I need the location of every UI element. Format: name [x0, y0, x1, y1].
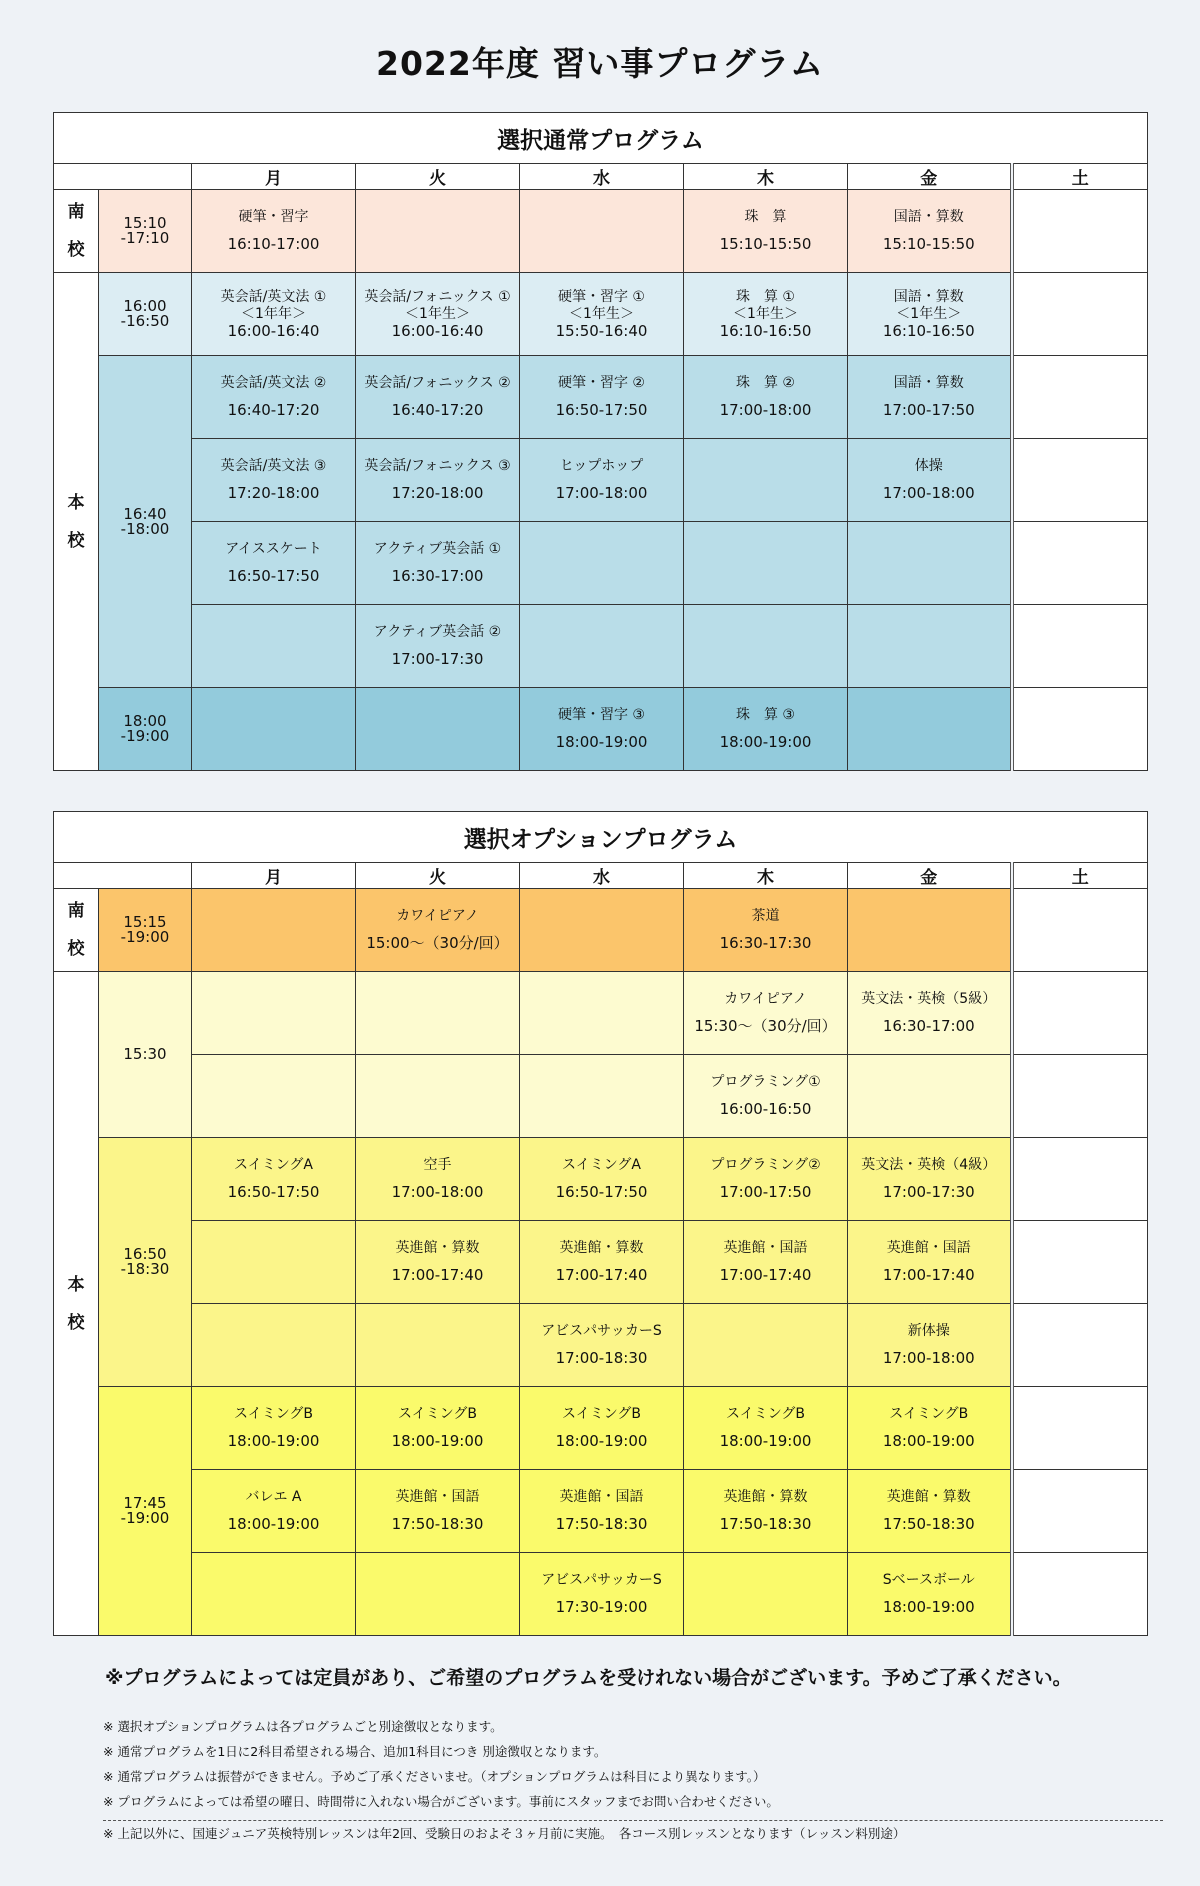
program-cell	[192, 1387, 356, 1470]
program-name: 英進館・算数	[886, 1489, 971, 1505]
program-cell	[848, 522, 1012, 605]
campus-label	[54, 190, 99, 273]
program-cell	[192, 273, 356, 356]
time-line: 15:10	[123, 214, 167, 232]
program-time: 16:30-17:00	[882, 1017, 975, 1035]
program-time: 16:40-17:20	[227, 401, 320, 419]
program-cell	[684, 1138, 848, 1221]
header-blank	[54, 164, 192, 190]
program-time: 16:10-17:00	[227, 235, 320, 253]
program-time: 17:50-18:30	[719, 1515, 812, 1533]
regular-block1-row	[54, 273, 1148, 356]
program-name: アビスパサッカーS	[541, 1572, 662, 1588]
program-grade: ＜1年生＞	[896, 305, 962, 322]
option-block1-row	[54, 972, 1148, 1055]
saturday-cell	[1012, 522, 1148, 605]
program-cell	[356, 605, 520, 688]
program-cell	[848, 688, 1012, 771]
campus-char: 南	[67, 202, 85, 222]
program-cell	[192, 522, 356, 605]
time-slot	[99, 1387, 192, 1636]
time-slot	[99, 889, 192, 972]
time-slot	[99, 1138, 192, 1387]
time-line: -19:00	[120, 727, 170, 745]
program-name: ヒップホップ	[559, 458, 644, 474]
program-time: 17:20-18:00	[391, 484, 484, 502]
program-time: 17:00-17:40	[555, 1266, 648, 1284]
program-time: 16:00-16:40	[227, 321, 320, 340]
program-cell	[356, 1138, 520, 1221]
program-time: 15:30～（30分/回）	[694, 1017, 837, 1035]
program-cell	[848, 273, 1012, 356]
program-cell	[848, 1387, 1012, 1470]
program-cell	[684, 1055, 848, 1138]
program-cell	[520, 190, 684, 273]
campus-char: 校	[67, 1312, 85, 1333]
program-name: 英会話/フォニックス ③	[364, 458, 511, 474]
time-line: 17:45	[123, 1494, 167, 1512]
program-cell	[848, 1221, 1012, 1304]
campus-label	[54, 889, 99, 972]
program-name: カワイピアノ	[396, 908, 479, 924]
day-header: 土	[1012, 164, 1148, 190]
program-grade: ＜1年生＞	[733, 305, 798, 322]
program-name: 英会話/英文法 ①	[220, 288, 327, 305]
program-cell	[520, 1055, 684, 1138]
time-line: 16:50	[123, 1245, 167, 1263]
program-cell	[684, 889, 848, 972]
program-time: 16:50-17:50	[227, 1183, 320, 1201]
saturday-cell	[1012, 1055, 1148, 1138]
program-cell	[520, 439, 684, 522]
time-line: -19:00	[120, 928, 170, 946]
program-name: バレエ A	[245, 1489, 302, 1505]
time-line: 16:40	[123, 504, 167, 523]
program-time: 17:00-18:30	[555, 1349, 648, 1367]
program-cell	[848, 972, 1012, 1055]
program-time: 17:50-18:30	[555, 1515, 648, 1533]
program-name: プログラミング①	[710, 1074, 821, 1090]
program-cell	[684, 605, 848, 688]
saturday-cell	[1012, 889, 1148, 972]
program-name: 空手	[423, 1157, 452, 1173]
program-time: 16:50-17:50	[227, 567, 320, 585]
program-cell	[192, 1553, 356, 1636]
saturday-cell	[1012, 1304, 1148, 1387]
program-time: 17:50-18:30	[391, 1515, 484, 1533]
program-name: 英進館・算数	[723, 1489, 808, 1505]
program-cell	[192, 605, 356, 688]
program-time: 17:00-18:00	[719, 401, 812, 419]
saturday-cell	[1012, 356, 1148, 439]
program-cell	[684, 1304, 848, 1387]
program-cell	[848, 1553, 1012, 1636]
regular-program-table	[53, 112, 1148, 771]
program-name: スイミングB	[397, 1406, 478, 1422]
saturday-cell	[1012, 273, 1148, 356]
program-name: 珠 算 ①	[735, 288, 795, 305]
program-time: 17:30-19:00	[555, 1598, 648, 1616]
program-name: スイミングB	[725, 1406, 806, 1422]
day-header: 月	[192, 164, 356, 190]
program-cell	[356, 1387, 520, 1470]
time-line: -18:30	[120, 1260, 170, 1278]
program-cell	[192, 1221, 356, 1304]
program-time: 16:50-17:50	[555, 401, 648, 419]
program-cell	[356, 1470, 520, 1553]
program-name: 英進館・国語	[886, 1240, 971, 1256]
time-line: -18:00	[120, 519, 170, 538]
program-grade: ＜1年年＞	[241, 305, 306, 322]
program-name: 珠 算 ③	[735, 707, 795, 723]
program-cell	[192, 1138, 356, 1221]
program-cell	[192, 356, 356, 439]
program-cell	[520, 1553, 684, 1636]
program-cell	[520, 1304, 684, 1387]
note-item: ※ 選択オプションプログラムは各プログラムごと別途徴収となります。	[103, 1719, 503, 1734]
regular-block2-row	[54, 439, 1148, 522]
program-time: 16:00-16:50	[719, 1100, 812, 1118]
program-name: 茶道	[751, 908, 780, 924]
program-cell	[848, 1470, 1012, 1553]
program-cell	[684, 1387, 848, 1470]
program-cell	[356, 889, 520, 972]
program-cell	[848, 889, 1012, 972]
saturday-cell	[1012, 1553, 1148, 1636]
program-name: スイミングA	[233, 1157, 314, 1173]
program-cell	[848, 356, 1012, 439]
program-time: 17:00-17:40	[391, 1266, 484, 1284]
program-cell	[684, 688, 848, 771]
program-name: 国語・算数	[893, 375, 964, 391]
program-name: 体操	[914, 458, 943, 474]
program-cell	[684, 522, 848, 605]
program-name: スイミングB	[889, 1406, 969, 1422]
note-item: ※ 通常プログラムは振替ができません。予めご了承くださいませ。（オプションプログラムは科目により異なります。）	[103, 1769, 766, 1784]
program-time: 18:00-19:00	[555, 1432, 648, 1450]
program-time: 17:00-17:50	[882, 401, 975, 419]
program-name: 硬筆・習字 ②	[557, 375, 645, 391]
saturday-cell	[1012, 1221, 1148, 1304]
time-slot	[99, 688, 192, 771]
program-name: 硬筆・習字 ③	[557, 707, 645, 723]
program-cell	[520, 688, 684, 771]
option-section-title: 選択オプションプログラム	[54, 812, 1148, 863]
program-name: 英会話/フォニックス ②	[364, 375, 511, 391]
program-name: 国語・算数	[893, 288, 964, 305]
program-cell	[192, 190, 356, 273]
program-cell	[356, 1221, 520, 1304]
program-cell	[848, 439, 1012, 522]
program-cell	[848, 605, 1012, 688]
program-cell	[684, 1470, 848, 1553]
program-time: 17:00-18:00	[555, 484, 648, 502]
time-line: -19:00	[120, 1509, 170, 1527]
saturday-cell	[1012, 1387, 1148, 1470]
option-block3-row	[54, 1470, 1148, 1553]
program-name: 英進館・国語	[559, 1489, 644, 1505]
day-header: 水	[520, 863, 684, 889]
program-cell	[684, 356, 848, 439]
program-cell	[356, 972, 520, 1055]
program-cell	[356, 1553, 520, 1636]
program-cell	[192, 972, 356, 1055]
program-time: 18:00-19:00	[719, 1432, 812, 1450]
option-block2-row	[54, 1221, 1148, 1304]
program-cell	[192, 688, 356, 771]
program-time: 17:00-17:40	[719, 1266, 812, 1284]
program-time: 18:00-19:00	[719, 733, 812, 751]
day-header: 水	[520, 164, 684, 190]
program-cell	[520, 522, 684, 605]
time-slot	[99, 273, 192, 356]
program-name: スイミングB	[561, 1406, 642, 1422]
day-header: 金	[848, 164, 1012, 190]
saturday-cell	[1012, 439, 1148, 522]
program-cell	[356, 1055, 520, 1138]
program-cell	[848, 1055, 1012, 1138]
option-south-row	[54, 889, 1148, 972]
day-header: 月	[192, 863, 356, 889]
campus-char: 校	[67, 240, 85, 260]
program-name: 英会話/フォニックス ①	[364, 288, 511, 305]
day-header: 土	[1012, 863, 1148, 889]
program-cell	[356, 356, 520, 439]
option-block3-row	[54, 1387, 1148, 1470]
option-block1-row	[54, 1055, 1148, 1138]
program-cell	[356, 273, 520, 356]
program-time: 18:00-19:00	[227, 1515, 320, 1533]
day-header-row	[54, 863, 1148, 889]
program-name: アクティブ英会話 ②	[373, 624, 502, 640]
program-time: 16:40-17:20	[391, 401, 484, 419]
saturday-cell	[1012, 1138, 1148, 1221]
program-cell	[684, 1553, 848, 1636]
program-time: 16:30-17:00	[391, 567, 484, 585]
time-line: -17:10	[120, 229, 170, 247]
option-block3-row	[54, 1553, 1148, 1636]
program-time: 17:00-18:00	[882, 1349, 975, 1367]
regular-block2-row	[54, 356, 1148, 439]
day-header-row	[54, 164, 1148, 190]
page-title: 2022年度 習い事プログラム	[375, 44, 824, 83]
saturday-cell	[1012, 1470, 1148, 1553]
program-cell	[848, 190, 1012, 273]
program-cell	[192, 439, 356, 522]
program-time: 16:30-17:30	[719, 934, 812, 952]
notes-list	[103, 1714, 1163, 1845]
program-time: 15:10-15:50	[719, 235, 812, 253]
program-time: 17:00-17:40	[882, 1266, 975, 1284]
program-time: 15:00～（30分/回）	[366, 934, 509, 952]
program-time: 17:20-18:00	[227, 484, 320, 502]
program-time: 17:50-18:30	[882, 1515, 975, 1533]
program-cell	[684, 439, 848, 522]
program-name: スイミングB	[233, 1406, 314, 1422]
program-name: 英会話/英文法 ③	[220, 458, 327, 474]
regular-section-title: 選択通常プログラム	[54, 113, 1148, 164]
program-cell	[848, 1138, 1012, 1221]
program-name: 英進館・国語	[723, 1240, 808, 1256]
program-time: 18:00-19:00	[882, 1432, 975, 1450]
time-line: 15:30	[123, 1045, 167, 1063]
campus-char: 南	[67, 901, 85, 921]
program-time: 17:00-18:00	[882, 484, 975, 502]
note-item: ※ プログラムによっては希望の曜日、時間帯に入れない場合がございます。事前にスタッフまでお問い合わせください。	[103, 1794, 779, 1809]
program-name: 硬筆・習字	[238, 209, 309, 225]
program-name: 英進館・国語	[395, 1489, 480, 1505]
program-time: 18:00-19:00	[391, 1432, 484, 1450]
program-name: 新体操	[907, 1323, 950, 1339]
program-cell	[192, 1055, 356, 1138]
program-cell	[520, 356, 684, 439]
program-name: アクティブ英会話 ①	[373, 541, 502, 557]
program-time: 17:00-17:30	[391, 650, 484, 668]
day-header: 木	[684, 863, 848, 889]
program-name: Sベースボール	[882, 1572, 975, 1588]
program-cell	[356, 439, 520, 522]
program-cell	[192, 1470, 356, 1553]
program-time: 16:10-16:50	[719, 321, 812, 340]
program-cell	[192, 889, 356, 972]
program-cell	[356, 1304, 520, 1387]
time-slot	[99, 356, 192, 688]
program-time: 16:10-16:50	[882, 321, 975, 340]
regular-block3-row	[54, 688, 1148, 771]
saturday-cell	[1012, 688, 1148, 771]
program-cell	[192, 1304, 356, 1387]
day-header: 木	[684, 164, 848, 190]
program-cell	[520, 889, 684, 972]
campus-char: 校	[67, 939, 85, 959]
capacity-notice: ※プログラムによっては定員があり、ご希望のプログラムを受けれない場合がございます。予めご了承ください。	[105, 1667, 1072, 1689]
time-slot	[99, 972, 192, 1138]
program-cell	[520, 273, 684, 356]
regular-block2-row	[54, 522, 1148, 605]
program-time: 15:50-16:40	[555, 321, 648, 340]
program-cell	[520, 972, 684, 1055]
program-cell	[356, 522, 520, 605]
time-slot	[99, 190, 192, 273]
program-cell	[520, 1138, 684, 1221]
time-line: 18:00	[123, 712, 167, 730]
program-name: 英進館・算数	[395, 1240, 480, 1256]
program-time: 18:00-19:00	[882, 1598, 975, 1616]
note-item: ※ 通常プログラムを1日に2科目希望される場合、追加1科目につき 別途徴収となります。	[103, 1744, 607, 1759]
program-name: 硬筆・習字 ①	[557, 288, 645, 305]
campus-char: 本	[67, 492, 85, 513]
program-cell	[520, 605, 684, 688]
program-name: プログラミング②	[710, 1157, 821, 1173]
program-time: 18:00-19:00	[227, 1432, 320, 1450]
program-time: 16:00-16:40	[391, 321, 484, 340]
program-name: 英進館・算数	[559, 1240, 644, 1256]
header-blank	[54, 863, 192, 889]
program-name: スイミングA	[561, 1157, 642, 1173]
program-cell	[520, 1221, 684, 1304]
program-time: 17:00-18:00	[391, 1183, 484, 1201]
program-name: 英会話/英文法 ②	[220, 375, 327, 391]
program-name: 英文法・英検（5級）	[861, 991, 997, 1007]
campus-char: 校	[67, 530, 85, 551]
program-grade: ＜1年生＞	[569, 305, 634, 322]
program-time: 16:50-17:50	[555, 1183, 648, 1201]
note-item: ※ 上記以外に、国連ジュニア英検特別レッスンは年2回、受験日のおよそ３ヶ月前に実施。 各コース別レッスンとなります（レッスン料別途）	[103, 1820, 1163, 1845]
saturday-cell	[1012, 972, 1148, 1055]
program-cell	[684, 972, 848, 1055]
program-cell	[684, 1221, 848, 1304]
program-name: カワイピアノ	[724, 991, 807, 1007]
day-header: 火	[356, 164, 520, 190]
program-name: 国語・算数	[893, 209, 964, 225]
option-program-table	[53, 811, 1148, 1636]
program-name: 珠 算	[744, 209, 787, 225]
program-time: 18:00-19:00	[555, 733, 648, 751]
saturday-cell	[1012, 190, 1148, 273]
program-cell	[520, 1470, 684, 1553]
program-cell	[356, 688, 520, 771]
program-time: 17:00-17:30	[882, 1183, 975, 1201]
time-line: -16:50	[120, 312, 170, 330]
day-header: 金	[848, 863, 1012, 889]
program-time: 15:10-15:50	[882, 235, 975, 253]
program-cell	[520, 1387, 684, 1470]
campus-label	[54, 972, 99, 1636]
program-cell	[684, 273, 848, 356]
program-name: 珠 算 ②	[735, 375, 795, 391]
program-name: アビスパサッカーS	[541, 1323, 662, 1339]
program-name: アイススケート	[225, 541, 322, 557]
program-cell	[356, 190, 520, 273]
program-time: 17:00-17:50	[719, 1183, 812, 1201]
program-cell	[684, 190, 848, 273]
campus-label	[54, 273, 99, 771]
option-block2-row	[54, 1138, 1148, 1221]
regular-block2-row	[54, 605, 1148, 688]
campus-char: 本	[67, 1274, 85, 1295]
saturday-cell	[1012, 605, 1148, 688]
time-line: 15:15	[123, 913, 167, 931]
regular-south-row	[54, 190, 1148, 273]
program-cell	[848, 1304, 1012, 1387]
time-line: 16:00	[123, 297, 167, 315]
option-block2-row	[54, 1304, 1148, 1387]
day-header: 火	[356, 863, 520, 889]
program-name: 英文法・英検（4級）	[861, 1157, 997, 1173]
program-grade: ＜1年生＞	[405, 305, 470, 322]
